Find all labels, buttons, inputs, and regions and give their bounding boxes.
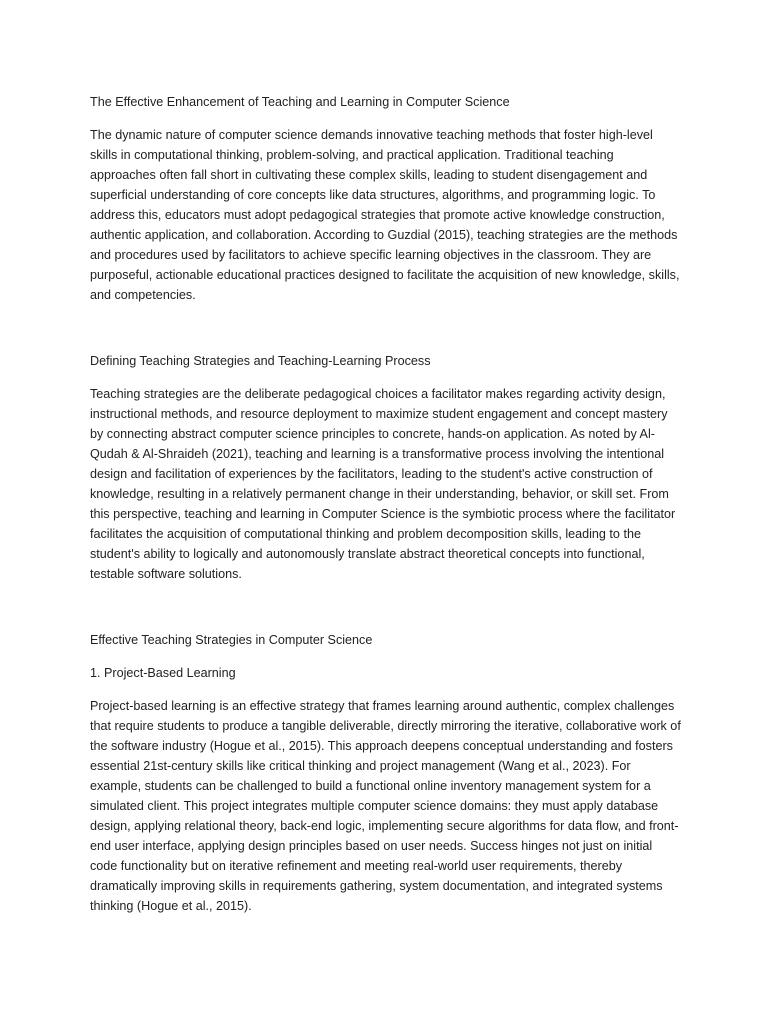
definitions-paragraph: Teaching strategies are the deliberate pedagogical choices a facilitator makes regarding activity design, instructional methods, and resource deployment to maximize student engagement and concept mastery by connecting abstract computer science principles to concrete, hands-on application. As noted by Al-Qudah & Al-Shraideh (2021), teaching and learning is a transformative process involving the intentional design and facilitation of experiences by the facilitators, leading to the student's active construction of knowledge, resulting in a relatively permanent change in their understanding, behavior, or skill set. From this perspective, teaching and learning in Computer Science is the symbiotic process where the facilitator facilitates the acquisition of computational thinking and problem decomposition skills, leading to the student's ability to logically and autonomously translate abstract theoretical concepts into functional, testable software solutions. [90, 387, 676, 581]
section-spacer [90, 305, 682, 351]
project-based-learning-paragraph: Project-based learning is an effective strategy that frames learning around authentic, complex challenges that require students to produce a tangible deliverable, directly mirroring the iterative, collaborative work of the software industry (Hogue et al., 2015). This approach deepens conceptual understanding and fosters essential 21st-century skills like critical thinking and project management (Wang et al., 2023). For example, students can be challenged to build a functional online inventory management system for a simulated client. This project integrates multiple computer science domains: they must apply database design, applying relational theory, back-end logic, implementing secure algorithms for data flow, and front-end user interface, applying design principles based on user needs. Success hinges not just on initial code functionality but on iterative refinement and meeting real-world user requirements, thereby dramatically improving skills in requirements gathering, system documentation, and integrated systems thinking (Hogue et al., 2015). [90, 699, 681, 913]
section-spacer [90, 584, 682, 630]
intro-paragraph: The dynamic nature of computer science demands innovative teaching methods that foster high-level skills in computational thinking, problem-solving, and practical application. Traditional teaching approaches often fall short in cultivating these complex skills, leading to student disengagement and superficial understanding of core concepts like data structures, algorithms, and programming logic. To address this, educators must adopt pedagogical strategies that promote active knowledge construction, authentic application, and collaboration. According to Guzdial (2015), teaching strategies are the methods and procedures used by facilitators to achieve specific learning objectives in the classroom. They are purposeful, actionable educational practices designed to facilitate the acquisition of new knowledge, skills, and competencies. [90, 128, 680, 302]
document-title: The Effective Enhancement of Teaching and Learning in Computer Science [90, 95, 510, 109]
section-heading-strategies: Effective Teaching Strategies in Computer Science [90, 633, 373, 647]
document-page [90, 92, 682, 916]
section-heading-definitions: Defining Teaching Strategies and Teaching-Learning Process [90, 354, 431, 368]
subheading-project-based-learning: 1. Project-Based Learning [90, 666, 236, 680]
